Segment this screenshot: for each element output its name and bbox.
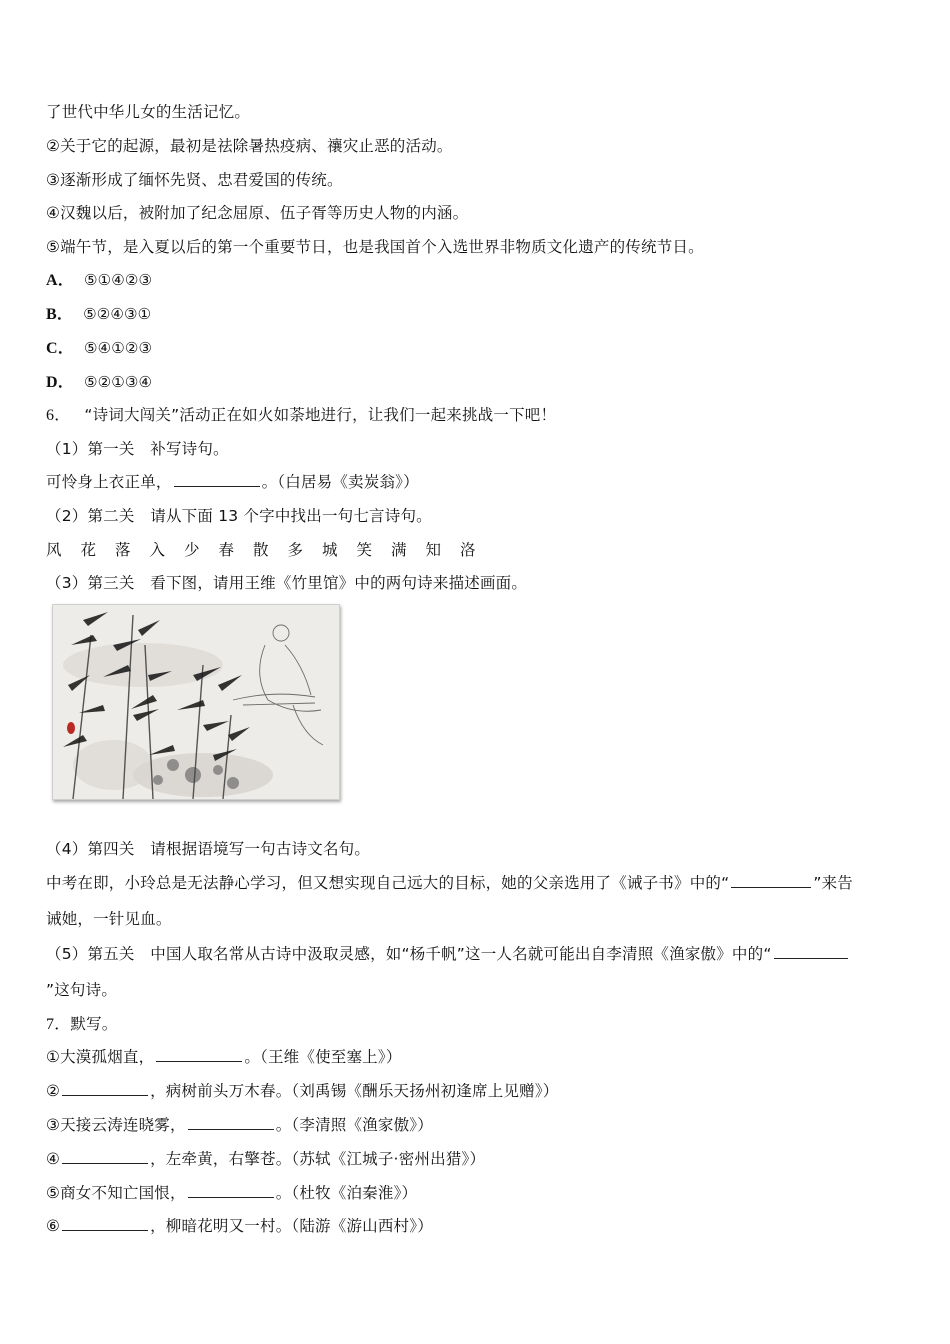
option-letter: B． (46, 306, 74, 323)
q6-level3-heading: （3）第三关 看下图，请用王维《竹里馆》中的两句诗来描述画面。 (46, 574, 528, 592)
context-after: ”来告 (813, 874, 853, 892)
char: 散 (253, 541, 269, 559)
char: 多 (287, 541, 304, 559)
q6-level4-text-line2: 诫她，一针见血。 (46, 910, 172, 928)
question-number: 6． (46, 407, 71, 424)
q6-level2-heading: （2）第二关 请从下面 13 个字中找出一句七言诗句。 (46, 507, 432, 525)
q7-item-2 (46, 1081, 559, 1101)
char: 风 (46, 541, 62, 559)
question-text: “诗词大闯关”活动正在如火如荼地进行，让我们一起来挑战一下吧！ (84, 406, 557, 424)
q6-level4-heading: （4）第四关 请根据语境写一句古诗文名句。 (46, 840, 371, 858)
q5-option-c[interactable] (46, 338, 152, 359)
item-marker: ④ (46, 1150, 61, 1168)
item-after: ，左牵黄，右擎苍。（苏轼《江城子·密州出猎》） (150, 1150, 486, 1168)
item-marker: ② (46, 1082, 61, 1100)
option-sequence: ⑤①④②③ (83, 271, 153, 289)
item-before: 天接云涛连晓雾， (60, 1116, 186, 1134)
char: 满 (391, 541, 407, 559)
q5-sentence-3: ③逐渐形成了缅怀先贤、忠君爱国的传统。 (46, 171, 343, 189)
question-number: 7． (46, 1016, 71, 1033)
q6-level4-text (46, 873, 853, 893)
answer-blank[interactable] (731, 873, 811, 888)
option-letter: A． (46, 272, 74, 289)
question-text: 默写。 (70, 1015, 118, 1033)
option-sequence: ⑤②①③④ (83, 373, 153, 391)
q7-item-3 (46, 1115, 433, 1135)
answer-blank[interactable] (156, 1047, 242, 1062)
q5-sentence-2: ②关于它的起源，最初是祛除暑热疫病、禳灾止恶的活动。 (46, 137, 453, 155)
level5-text: （5）第五关 中国人取名常从古诗中汲取灵感，如“杨千帆”这一人名就可能出自李清照《渔家傲》中的“ (46, 945, 772, 963)
char: 洛 (460, 541, 476, 559)
answer-blank[interactable] (188, 1115, 274, 1130)
q7-item-4 (46, 1149, 485, 1169)
ink-painting-icon (53, 605, 339, 799)
q7-title (46, 1014, 118, 1035)
q6-level2-characters (46, 540, 495, 560)
q5-sentence-4: ④汉魏以后，被附加了纪念屈原、伍子胥等历史人物的内涵。 (46, 204, 469, 222)
q5-option-d[interactable] (46, 372, 152, 393)
answer-blank[interactable] (62, 1081, 148, 1096)
item-after: 。（杜牧《泊秦淮》） (275, 1184, 418, 1202)
q6-level1-heading: （1）第一关 补写诗句。 (46, 440, 229, 458)
q6-level5-line2: ”这句诗。 (46, 981, 118, 999)
option-sequence: ⑤④①②③ (83, 339, 153, 357)
answer-blank[interactable] (62, 1149, 148, 1164)
q6-level1-prompt (46, 472, 419, 492)
item-marker: ⑤ (46, 1184, 61, 1202)
item-marker: ⑥ (46, 1217, 61, 1235)
q7-item-6 (46, 1216, 433, 1236)
bamboo-scholar-painting (52, 604, 340, 800)
q5-option-b[interactable] (46, 304, 151, 325)
char: 城 (322, 541, 338, 559)
char: 花 (80, 541, 97, 559)
item-marker: ③ (46, 1116, 61, 1134)
answer-blank[interactable] (774, 944, 848, 959)
q5-sentence-5: ⑤端午节，是入夏以后的第一个重要节日，也是我国首个入选世界非物质文化遗产的传统节日。 (46, 238, 704, 256)
item-after: 。（王维《使至塞上》） (244, 1048, 402, 1066)
prompt-before: 可怜身上衣正单， (46, 473, 172, 491)
option-sequence: ⑤②④③① (83, 305, 152, 323)
item-after: ，病树前头万木春。（刘禹锡《酬乐天扬州初逢席上见赠》） (150, 1082, 559, 1100)
option-letter: C． (46, 340, 74, 357)
char: 春 (218, 541, 235, 559)
char: 少 (184, 541, 200, 559)
q7-item-5 (46, 1183, 417, 1203)
answer-blank[interactable] (174, 472, 260, 487)
option-letter: D． (46, 374, 74, 391)
item-before: 大漠孤烟直， (60, 1048, 155, 1066)
answer-blank[interactable] (62, 1216, 148, 1231)
char: 落 (115, 541, 131, 559)
answer-blank[interactable] (188, 1183, 274, 1198)
q7-item-1 (46, 1047, 402, 1067)
q5-option-a[interactable] (46, 270, 152, 291)
item-after: ，柳暗花明又一村。（陆游《游山西村》） (150, 1217, 433, 1235)
char: 入 (149, 541, 166, 559)
char: 笑 (356, 541, 373, 559)
item-before: 商女不知亡国恨， (60, 1184, 186, 1202)
q5-intro-continuation: 了世代中华儿女的生活记忆。 (46, 103, 251, 121)
item-marker: ① (46, 1048, 61, 1066)
context-before: 中考在即，小玲总是无法静心学习，但又想实现自己远大的目标，她的父亲选用了《诫子书》中的“ (46, 874, 730, 892)
prompt-after: 。（白居易《卖炭翁》） (261, 473, 419, 491)
char: 知 (425, 541, 442, 559)
q6-title (46, 405, 556, 426)
q6-level5-heading (46, 944, 850, 964)
item-after: 。（李清照《渔家傲》） (275, 1116, 433, 1134)
